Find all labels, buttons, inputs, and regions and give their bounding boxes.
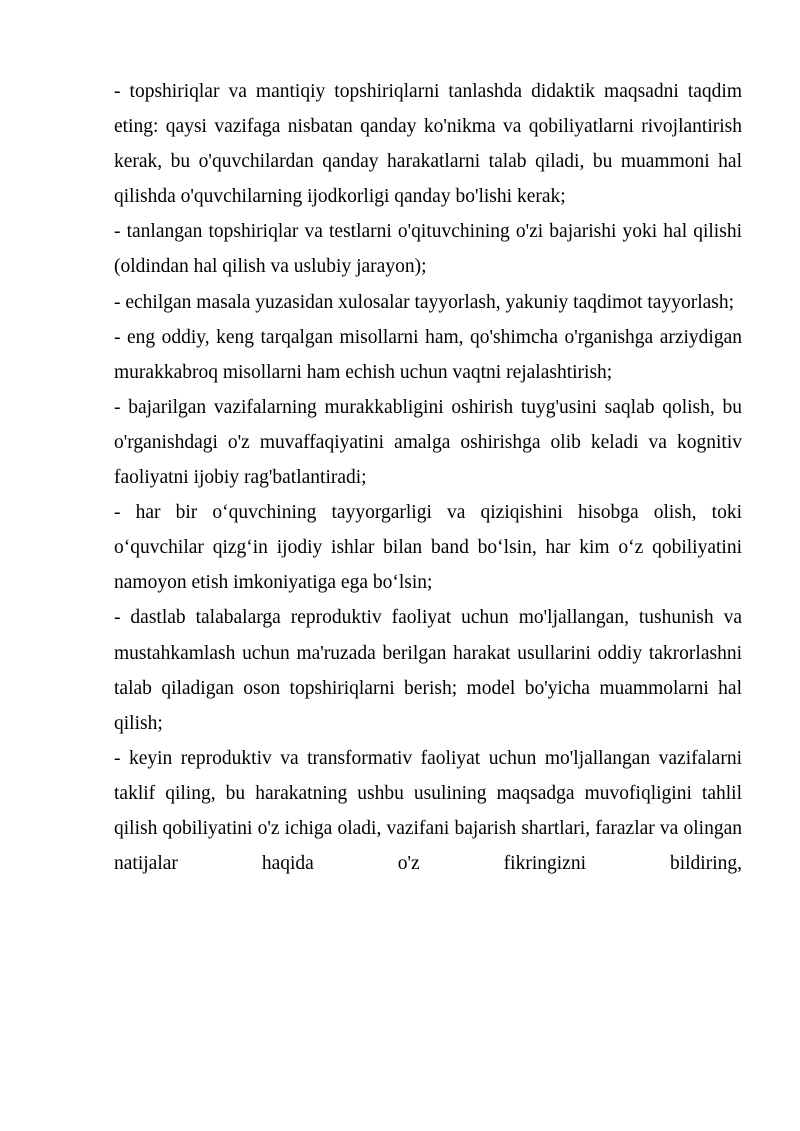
paragraph-student-readiness: - har bir o‘quvchining tayyorgarligi va qiziqishini hisobga olish, toki o‘quvchilar qizg‘in ijodiy ishlar bilan band bo‘lsin, har kim o‘z qobiliyatini namoyon etish imkoniyatiga ega bo‘lsin; — [114, 502, 742, 594]
paragraph-complexity: - bajarilgan vazifalarning murakkabligini oshirish tuyg'usini saqlab qolish, bu o'rganishdagi o'z muvaffaqiyatini amalga oshirishga olib keladi va kognitiv faoliyatni ijobiy rag'batlantiradi; — [114, 396, 742, 489]
paragraph-conclusions: - echilgan masala yuzasidan xulosalar tayyorlash, yakuniy taqdimot tayyorlash; — [114, 291, 735, 313]
paragraph-time-planning: - eng oddiy, keng tarqalgan misollarni ham, qo'shimcha o'rganishga arziydigan murakkabroq misollarni ham echish uchun vaqtni rejalashtirish; — [114, 326, 742, 383]
paragraph-didactic-goal: - topshiriqlar va mantiqiy topshiriqlarni tanlashda didaktik maqsadni taqdim eting: qaysi vazifaga nisbatan qanday ko'nikma va qobiliyatlarni rivojlantirish kerak, bu o'quvchilardan qanday harakatlarni talab qiladi, bu muammoni hal qilishda o'quvchilarning ijodkorligi qanday bo'lishi kerak; — [114, 81, 742, 208]
paragraph-transformative-tasks: - keyin reproduktiv va transformativ faoliyat uchun mo'ljallangan vazifalarni taklif qiling, bu harakatning ushbu usulining maqsadga muvofiqligini tahlil qilish qobiliyatini o'z ichiga oladi, vazifani bajarish shartlari, farazlar va olingan natijalar haqida o'z fikringizni bildiring, — [114, 747, 742, 875]
document-body — [114, 74, 742, 881]
paragraph-reproductive-tasks: - dastlab talabalarga reproduktiv faoliyat uchun mo'ljallangan, tushunish va mustahkamlash uchun ma'ruzada berilgan harakat usullarini oddiy takrorlashni talab qiladigan oson topshiriqlarni berish; model bo'yicha muammolarni hal qilish; — [114, 607, 742, 734]
paragraph-teacher-solving: - tanlangan topshiriqlar va testlarni o'qituvchining o'zi bajarishi yoki hal qilishi (oldindan hal qilish va uslubiy jarayon); — [114, 221, 742, 278]
